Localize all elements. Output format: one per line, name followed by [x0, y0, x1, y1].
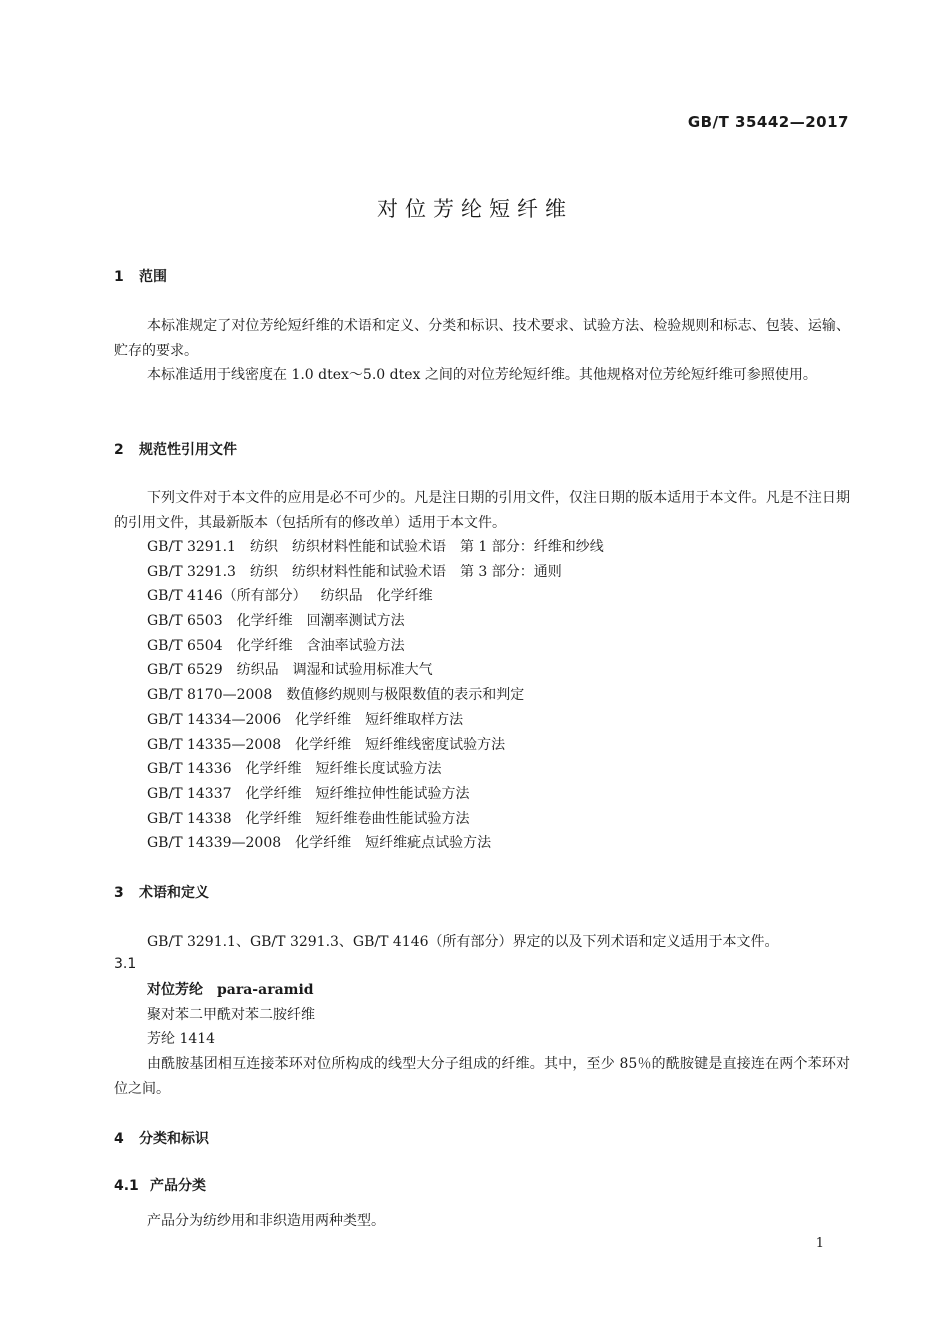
reference-item: GB/T 14338 化学纤维 短纤维卷曲性能试验方法	[147, 810, 470, 827]
section-number: 3	[114, 885, 124, 901]
section-1-heading	[114, 266, 167, 286]
subsection-number: 4.1	[114, 1178, 139, 1194]
term-synonym: 聚对苯二甲酰对苯二胺纤维	[147, 1006, 315, 1023]
section-title: 范围	[139, 269, 167, 285]
reference-item: GB/T 3291.1 纺织 纺织材料性能和试验术语 第 1 部分：纤维和纱线	[147, 539, 604, 555]
section-3-heading	[114, 882, 209, 902]
section-number: 2	[114, 442, 124, 458]
reference-item: GB/T 14339—2008 化学纤维 短纤维疵点试验方法	[147, 835, 492, 852]
section-title: 分类和标识	[139, 1131, 209, 1147]
page-number: 1	[815, 1236, 824, 1251]
term-synonym: 芳纶 1414	[147, 1031, 216, 1048]
classification-text: 产品分为纺纱用和非织造用两种类型。	[147, 1213, 385, 1229]
term-name-en: para-aramid	[217, 982, 314, 998]
term-heading	[147, 978, 315, 1003]
reference-item: GB/T 6529 纺织品 调湿和试验用标准大气	[147, 662, 433, 679]
references-intro: 下列文件对于本文件的应用是必不可少的。凡是注日期的引用文件，仅注日期的版本适用于本文件。凡是不注日期的引用文件，其最新版本（包括所有的修改单）适用于本文件。	[114, 490, 850, 531]
reference-item: GB/T 8170—2008 数值修约规则与极限数值的表示和判定	[147, 687, 525, 704]
subsection-title: 产品分类	[150, 1178, 206, 1194]
document-title: 对位芳纶短纤维	[377, 197, 573, 221]
reference-item: GB/T 6503 化学纤维 回潮率测试方法	[147, 613, 405, 630]
reference-item: GB/T 6504 化学纤维 含油率试验方法	[147, 637, 405, 654]
scope-paragraph-2: 本标准适用于线密度在 1.0 dtex～5.0 dtex 之间的对位芳纶短纤维。其他规格对位芳纶短纤维可参照使用。	[147, 367, 817, 383]
subsection-4-1-heading	[114, 1175, 206, 1195]
section-title: 术语和定义	[139, 885, 209, 901]
term-name-cn: 对位芳纶	[147, 982, 203, 998]
section-title: 规范性引用文件	[139, 442, 237, 458]
standard-code: GB/T 35442—2017	[687, 113, 849, 131]
reference-item: GB/T 3291.3 纺织 纺织材料性能和试验术语 第 3 部分：通则	[147, 563, 562, 580]
reference-item: GB/T 4146（所有部分） 纺织品 化学纤维	[147, 588, 433, 605]
section-4-heading	[114, 1128, 209, 1148]
reference-item: GB/T 14337 化学纤维 短纤维拉伸性能试验方法	[147, 785, 470, 802]
term-definition: 由酰胺基团相互连接苯环对位所构成的线型大分子组成的纤维。其中，至少 85％的酰胺键是直接连在两个苯环对位之间。	[114, 1056, 850, 1097]
reference-item: GB/T 14336 化学纤维 短纤维长度试验方法	[147, 761, 442, 778]
section-number: 4	[114, 1131, 124, 1147]
reference-item: GB/T 14335—2008 化学纤维 短纤维线密度试验方法	[147, 736, 506, 753]
term-entry	[147, 978, 315, 1052]
term-number: 3.1	[114, 956, 137, 972]
section-2-heading	[114, 439, 237, 459]
reference-item: GB/T 14334—2006 化学纤维 短纤维取样方法	[147, 711, 464, 728]
terms-intro: GB/T 3291.1、GB/T 3291.3、GB/T 4146（所有部分）界定的以及下列术语和定义适用于本文件。	[147, 934, 779, 950]
scope-paragraph-1: 本标准规定了对位芳纶短纤维的术语和定义、分类和标识、技术要求、试验方法、检验规则和标志、包装、运输、贮存的要求。	[114, 318, 850, 359]
section-number: 1	[114, 269, 124, 285]
reference-list	[147, 535, 604, 856]
